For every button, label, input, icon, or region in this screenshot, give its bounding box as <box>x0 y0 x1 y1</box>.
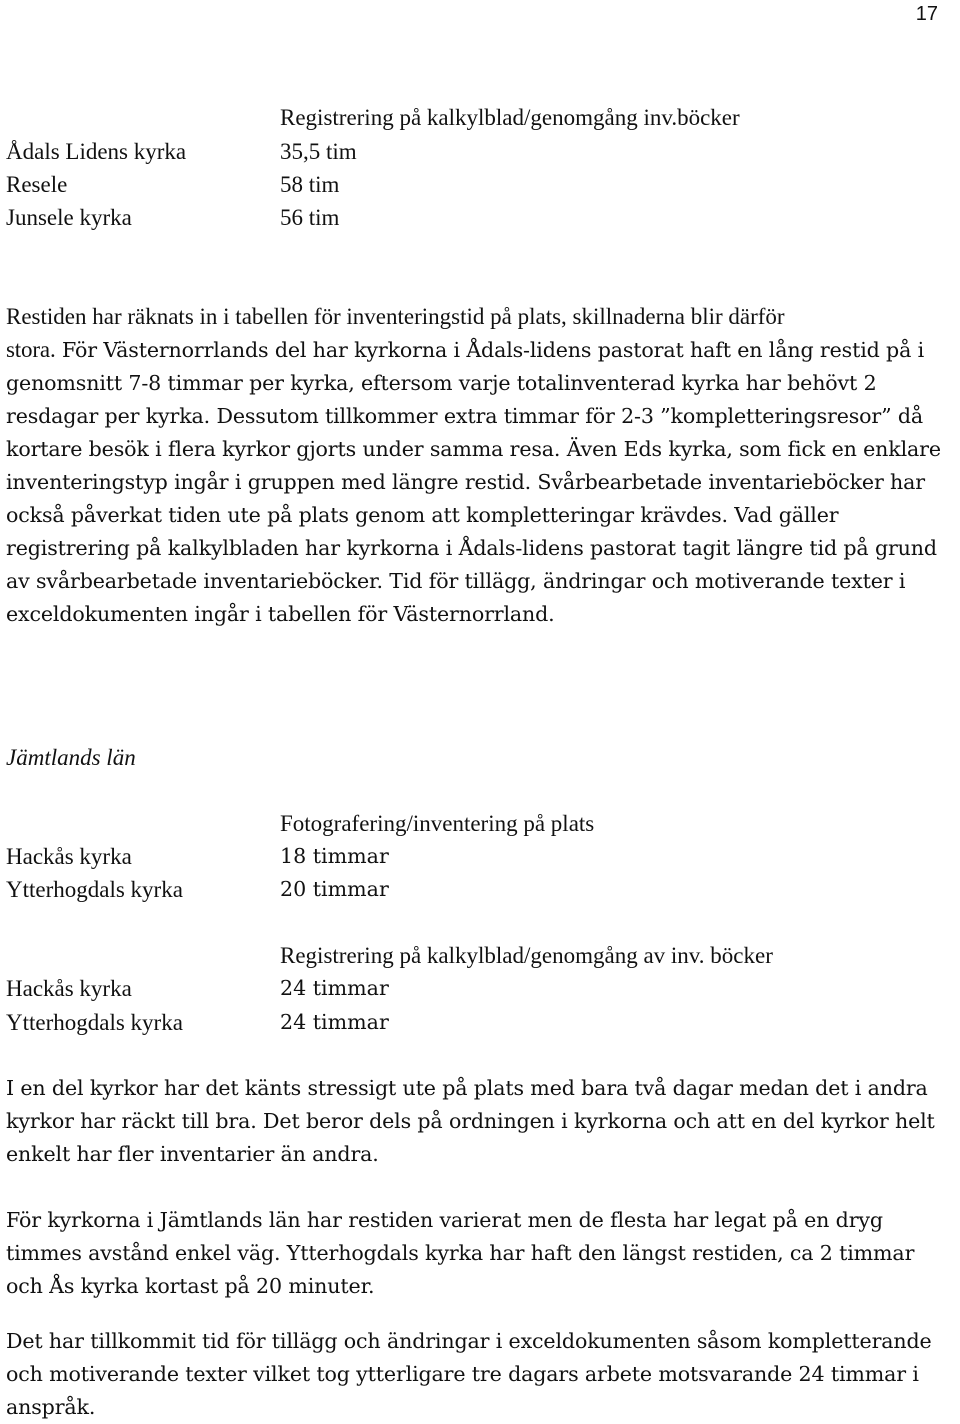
church-name: Ådals Lidens kyrka <box>6 139 187 164</box>
time-value: 24 timmar <box>280 976 389 1000</box>
table-header: Fotografering/inventering på plats <box>280 811 595 836</box>
table-header: Registrering på kalkylblad/genomgång inv.böcker <box>280 105 740 130</box>
paragraph-rest: För Västernorrlands del har kyrkorna i Ådals-lidens pastorat haft en lång restid på i genomsnitt 7-8 timmar per kyrka, eftersom varje totalinventerad kyrka har behövt 2 resdagar per kyrka. Dessutom tillkommer extra timmar för 2-3 ”kompletteringsresor” då kortare besök i flera kyrkor gjorts under samma resa. Även Eds kyrka, som fick en enklare inventeringstyp ingår i gruppen med längre restid. Svårbearbetade inventarieböcker har också påverkat tiden ute på plats genom att kompletteringar krävdes. Vad gäller registrering på kalkylbladen har kyrkorna i Ådals-lidens pastorat tagit längre tid på grund av svårbearbetade inventarieböcker. Tid för tillägg, ändringar och motiverande texter i exceldokumenten ingår i tabellen för Västernorrland. <box>6 338 941 626</box>
paragraph-travel-time-jamtland: För kyrkorna i Jämtlands län har restiden varierat men de flesta har legat på en dryg timmes avstånd enkel väg. Ytterhogdals kyrka har haft den längst restiden, ca 2 timmar och Ås kyrka kortast på 20 minuter. <box>6 1208 915 1298</box>
time-value: 24 timmar <box>280 1010 389 1034</box>
paragraph-first-line: Restiden har räknats in i tabellen för inventeringstid på plats, skillnaderna blir därför <box>6 304 785 329</box>
church-name: Junsele kyrka <box>6 205 132 230</box>
church-name: Resele <box>6 172 68 197</box>
time-value: 20 timmar <box>280 877 389 901</box>
section-heading: Jämtlands län <box>6 745 136 770</box>
paragraph-body <box>6 333 954 631</box>
church-name: Hackås kyrka <box>6 976 132 1001</box>
paragraph-stress: I en del kyrkor har det känts stressigt ute på plats med bara två dagar medan det i andra kyrkor har räckt till bra. Det beror dels på ordningen i kyrkorna och att en del kyrkor helt enkelt har fler inventarier än andra. <box>6 1076 935 1166</box>
time-value: 56 tim <box>280 205 340 230</box>
church-name: Ytterhogdals kyrka <box>6 1010 183 1035</box>
time-value: 58 tim <box>280 172 340 197</box>
table-header: Registrering på kalkylblad/genomgång av inv. böcker <box>280 943 773 968</box>
paragraph-extra-time: Det har tillkommit tid för tillägg och ändringar i exceldokumenten såsom kompletterande och motiverande texter vilket tog ytterligare tre dagars arbete motsvarande 24 timmar i anspråk. <box>6 1329 932 1419</box>
time-value: 18 timmar <box>280 844 389 868</box>
church-name: Hackås kyrka <box>6 844 132 869</box>
time-value: 35,5 tim <box>280 139 357 164</box>
page-number: 17 <box>915 3 938 25</box>
paragraph-first-word: stora. <box>6 337 56 362</box>
church-name: Ytterhogdals kyrka <box>6 877 183 902</box>
